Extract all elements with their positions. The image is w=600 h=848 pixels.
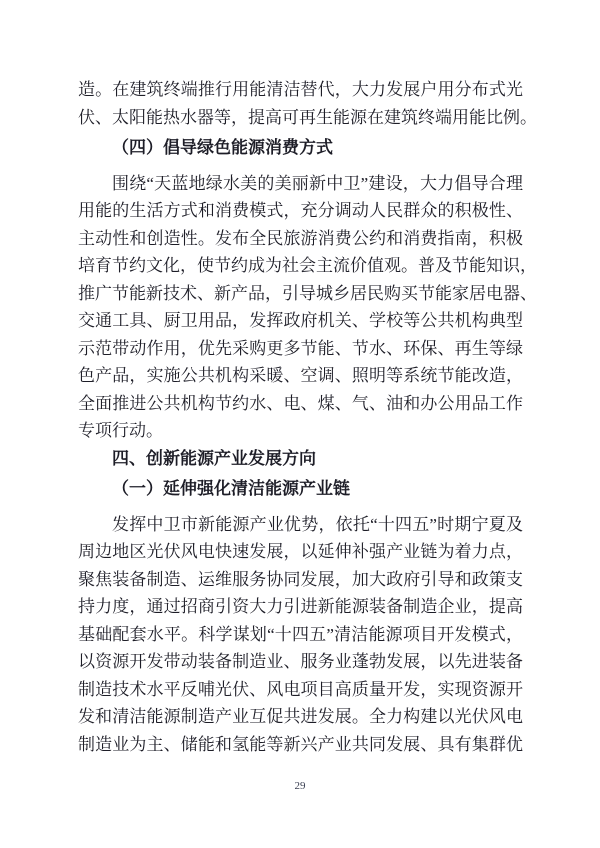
- body-line: 造。在建筑终端推行用能清洁替代，大力发展户用分布式光: [78, 80, 523, 99]
- body-line: 发挥中卫市新能源产业优势，依托“十四五”时期宁夏及: [112, 514, 523, 534]
- body-line: 示范带动作用，优先采购更多节能、节水、环保、再生等绿: [78, 338, 523, 358]
- body-line: 用能的生活方式和消费模式，充分调动人民群众的积极性、: [78, 201, 523, 220]
- body-line: 围绕“天蓝地绿水美的美丽新中卫”建设，大力倡导合理: [112, 173, 523, 193]
- body-line: 制造业为主、储能和氢能等新兴产业共同发展、具有集群优: [78, 734, 523, 754]
- body-line: 主动性和创造性。发布全民旅游消费公约和消费指南，积极: [78, 228, 523, 248]
- body-line: 基础配套水平。科学谋划“十四五”清洁能源项目开发模式，: [78, 624, 523, 644]
- body-line: 色产品，实施公共机构采暖、空调、照明等系统节能改造，: [78, 366, 523, 385]
- body-line: 聚焦装备制造、运维服务协同发展，加大政府引导和政策支: [78, 569, 523, 589]
- body-line: 推广节能新技术、新产品，引导城乡居民购买节能家居电器、: [78, 283, 537, 303]
- body-line: 交通工具、厨卫用品，发挥政府机关、学校等公共机构典型: [78, 311, 523, 330]
- page-number: 29: [294, 780, 306, 792]
- body-line: 持力度，通过招商引资大力引进新能源装备制造企业，提高: [78, 597, 523, 616]
- body-line: 伏、太阳能热水器等，提高可再生能源在建筑终端用能比例。: [78, 107, 537, 127]
- subsection-heading-clean-energy-chain: （一）延伸强化清洁能源产业链: [112, 479, 350, 498]
- body-line: 以资源开发带动装备制造业、服务业蓬勃发展，以先进装备: [78, 652, 523, 671]
- body-line: 专项行动。: [78, 421, 163, 440]
- body-line: 发和清洁能源制造产业互促共进发展。全力构建以光伏风电: [78, 707, 523, 726]
- body-line: 全面推进公共机构节约水、电、煤、气、油和办公用品工作: [78, 393, 523, 413]
- subsection-heading-green-consumption: （四）倡导绿色能源消费方式: [112, 138, 333, 157]
- body-line: 周边地区光伏风电快速发展，以延伸补强产业链为着力点，: [78, 542, 523, 561]
- chapter-heading-innovation-direction: 四、创新能源产业发展方向: [112, 448, 316, 468]
- body-line: 制造技术水平反哺光伏、风电项目高质量开发，实现资源开: [78, 679, 523, 699]
- document-body: [78, 76, 537, 758]
- body-line: 培育节约文化，使节约成为社会主流价值观。普及节能知识，: [78, 256, 537, 275]
